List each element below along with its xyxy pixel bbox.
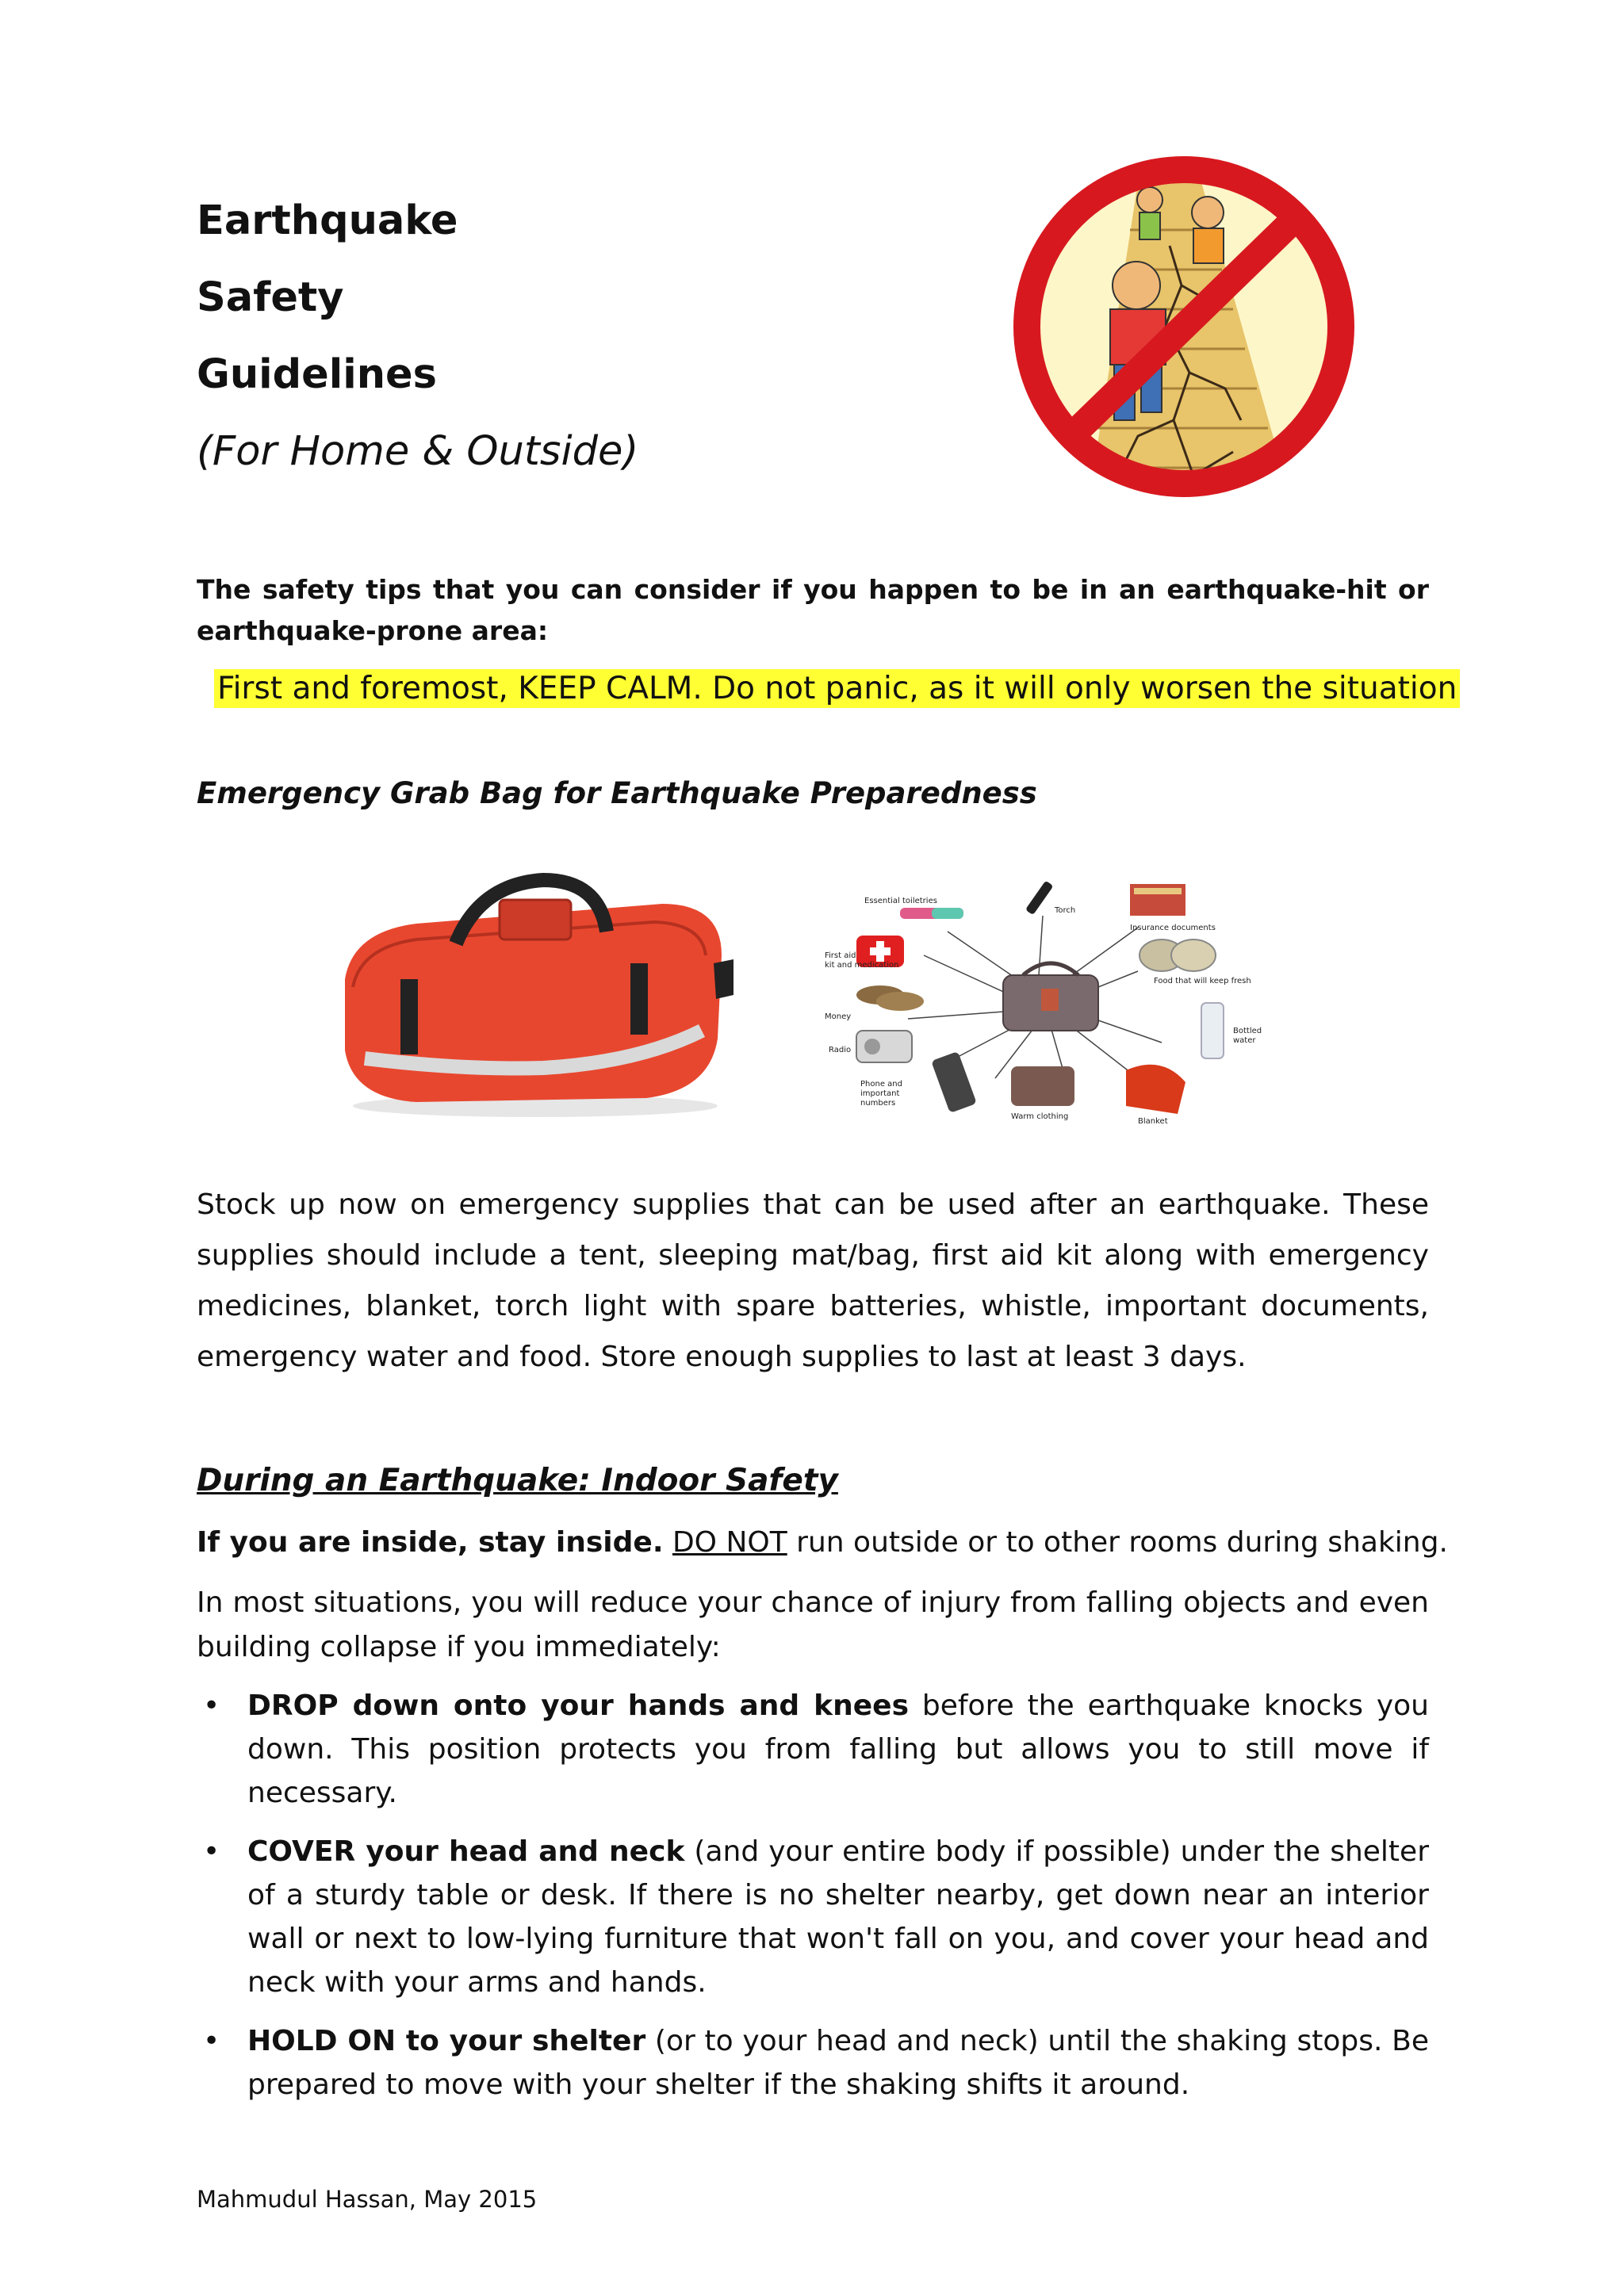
label-phone-3: numbers <box>860 1099 896 1108</box>
drop-cover-hold-list <box>197 1684 1429 2122</box>
stay-inside-rest: run outside or to other rooms during shaking. <box>787 1526 1448 1559</box>
stay-inside-bold: If you are inside, stay inside. <box>197 1526 664 1559</box>
reduce-injury-paragraph: In most situations, you will reduce your chance of injury from falling objects and even building collapse if you immediately: <box>197 1586 1429 1663</box>
hold-bold: HOLD ON to your shelter <box>247 2025 646 2057</box>
list-item-hold <box>197 2019 1429 2107</box>
footer-author-date: Mahmudul Hassan, May 2015 <box>197 2186 538 2213</box>
list-item-cover <box>197 1830 1429 2004</box>
grab-bag-heading: Emergency Grab Bag for Earthquake Preparedness <box>197 776 1037 810</box>
label-radio: Radio <box>829 1046 852 1054</box>
label-first-aid-2: kit and medication <box>825 961 899 970</box>
drop-text: before the earthquake knocks you down. This position protects you from falling but allows you to still move if necessary. <box>247 1689 1429 1809</box>
grab-bag-contents-diagram <box>813 868 1289 1138</box>
label-insurance: Insurance documents <box>1130 924 1216 932</box>
label-blanket: Blanket <box>1138 1117 1168 1126</box>
indoor-safety-heading: During an Earthquake: Indoor Safety <box>197 1463 838 1498</box>
bullet-dot: • <box>203 1835 220 1868</box>
cover-text: (and your entire body if possible) under the shelter of a sturdy table or desk. If there is no shelter nearby, get down near an interior wall or next to low-lying furniture that won't fall on you, and cover your head and neck with your arms and hands. <box>247 1835 1429 1999</box>
stay-inside-line <box>197 1521 1448 1565</box>
drop-bold: DROP down onto your hands and knees <box>247 1689 909 1722</box>
label-water-1: Bottled <box>1233 1027 1262 1035</box>
red-duffel-bag-image <box>321 860 749 1122</box>
label-torch: Torch <box>1055 906 1076 915</box>
highlight-row <box>214 664 1457 714</box>
list-item-drop <box>197 1684 1429 1815</box>
label-water-2: water <box>1233 1036 1256 1045</box>
label-food: Food that will keep fresh <box>1154 977 1251 985</box>
intro-paragraph: The safety tips that you can consider if you happen to be in an earthquake-hit or earthquake-prone area: <box>197 574 1429 646</box>
bullet-dot: • <box>203 2025 220 2057</box>
title-block <box>197 182 910 490</box>
label-money: Money <box>825 1012 852 1021</box>
do-not-underlined: DO NOT <box>672 1526 787 1559</box>
title-line-3: Guidelines <box>197 351 437 398</box>
label-phone-1: Phone and <box>860 1080 902 1089</box>
hold-text: (or to your head and neck) until the shaking stops. Be prepared to move with your shelter if the shaking shifts it around. <box>247 2025 1429 2101</box>
label-toiletries: Essential toiletries <box>864 897 937 905</box>
label-clothing: Warm clothing <box>1011 1112 1069 1121</box>
label-first-aid-1: First aid <box>825 951 856 960</box>
bullet-dot: • <box>203 1689 220 1722</box>
title-subtitle: (For Home & Outside) <box>197 428 639 475</box>
cover-bold: COVER your head and neck <box>247 1835 685 1868</box>
label-phone-2: important <box>860 1089 900 1098</box>
supplies-paragraph: Stock up now on emergency supplies that can be used after an earthquake. These supplies should include a tent, sleeping mat/bag, first aid kit along with emergency medicines, blanket, torch light with spare batteries, whistle, important documents, emergency water and food. Store enough supplies to last at least 3 days. <box>197 1188 1429 1373</box>
no-stairs-warning-icon <box>1003 151 1368 523</box>
keep-calm-highlight: First and foremost, KEEP CALM. Do not panic, as it will only worsen the situation <box>214 669 1460 708</box>
title-line-2: Safety <box>197 274 344 321</box>
title-line-1: Earthquake <box>197 197 458 244</box>
